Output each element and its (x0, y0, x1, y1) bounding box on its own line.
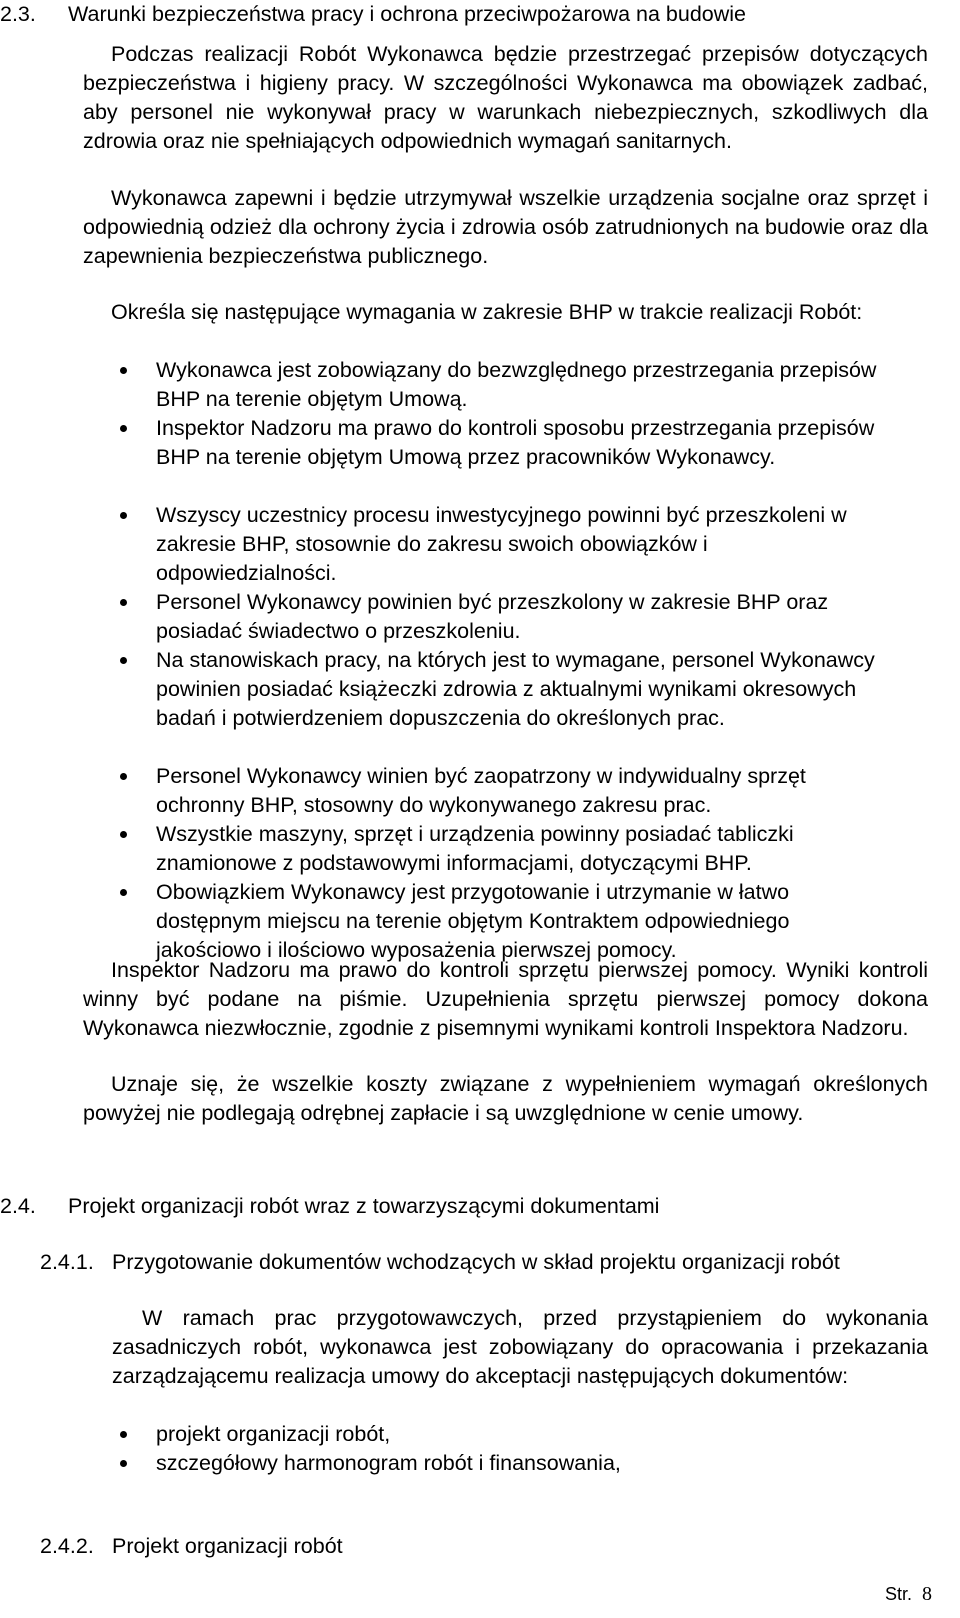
list-item-text: Na stanowiskach pracy, na których jest to wymagane, personel Wykonawcy powinien posiadać książeczki zdrowia z aktualnymi wynikami okresowych badań i potwierdzeniem dopuszczenia do określonych prac. (156, 648, 875, 730)
documents-list (120, 1420, 890, 1478)
list-item-text: szczegółowy harmonogram robót i finansowania, (156, 1451, 621, 1475)
paragraph-first-aid-control: Inspektor Nadzoru ma prawo do kontroli sprzętu pierwszej pomocy. Wyniki kontroli winny być podane na piśmie. Uzupełnienia sprzętu pierwszej pomocy dokona Wykonawca niezwłocznie, zgodnie z pisemnymi wynikami kontroli Inspektora Nadzoru. (83, 958, 928, 1040)
list-item (120, 1420, 890, 1449)
list-item (120, 501, 890, 588)
paragraph-preparatory-works: W ramach prac przygotowawczych, przed przystąpieniem do wykonania zasadniczych robót, wykonawca jest zobowiązany do opracowania i przekazania zarządzającemu realizacja umowy do akceptacji następujących dokumentów: (112, 1306, 928, 1388)
paragraph-intro: Podczas realizacji Robót Wykonawca będzie przestrzegać przepisów dotyczących bezpieczeństwa i higieny pracy. W szczególności Wykonawca ma obowiązek zadbać, aby personel nie wykonywał pracy w warunkach niebezpiecznych, szkodliwych dla zdrowia oraz nie spełniających odpowiednich wymagań sanitarnych. (83, 42, 928, 153)
bhp-requirements-list (120, 356, 890, 965)
list-item-text: Wszyscy uczestnicy procesu inwestycyjnego powinni być przeszkoleni w zakresie BHP, stosownie do zakresu swoich obowiązków i odpowiedzialności. (156, 503, 847, 585)
subsection-number: 2.4.1. (40, 1250, 94, 1274)
section-title: Projekt organizacji robót wraz z towarzyszącymi dokumentami (68, 1194, 660, 1218)
list-item (120, 414, 890, 501)
list-item-text: Wykonawca jest zobowiązany do bezwzględnego przestrzegania przepisów BHP na terenie objętym Umową. (156, 358, 877, 411)
subsection-title: Przygotowanie dokumentów wchodzących w skład projektu organizacji robót (112, 1250, 840, 1274)
bullet-icon (120, 367, 127, 374)
list-item (120, 878, 890, 965)
section-number: 2.4. (0, 1194, 36, 1218)
page-label: Str. (884, 1584, 912, 1604)
list-item-text: projekt organizacji robót, (156, 1422, 391, 1446)
subsection-title: Projekt organizacji robót (112, 1534, 343, 1558)
section-title: Warunki bezpieczeństwa pracy i ochrona przeciwpożarowa na budowie (68, 2, 746, 26)
page-number: 8 (922, 1583, 932, 1605)
list-item-text: Personel Wykonawcy winien być zaopatrzony w indywidualny sprzęt ochronny BHP, stosowny do wykonywanego zakresu prac. (156, 764, 806, 817)
list-item (120, 588, 890, 646)
bullet-icon (120, 657, 127, 664)
bullet-icon (120, 773, 127, 780)
list-item (120, 646, 890, 762)
section-number: 2.3. (0, 2, 36, 26)
list-item (120, 1449, 890, 1478)
list-item-text: Inspektor Nadzoru ma prawo do kontroli sposobu przestrzegania przepisów BHP na terenie objętym Umową przez pracowników Wykonawcy. (156, 416, 875, 469)
bullet-icon (120, 512, 127, 519)
bullet-icon (120, 831, 127, 838)
list-item (120, 356, 890, 414)
list-item (120, 820, 890, 878)
bullet-icon (120, 599, 127, 606)
paragraph-equipment: Wykonawca zapewni i będzie utrzymywał wszelkie urządzenia socjalne oraz sprzęt i odpowiednią odzież dla ochrony życia i zdrowia osób zatrudnionych na budowie oraz dla zapewnienia bezpieczeństwa publicznego. (83, 186, 928, 268)
paragraph-costs: Uznaje się, że wszelkie koszty związane z wypełnieniem wymagań określonych powyżej nie podlegają odrębnej zapłacie i są uwzględnione w cenie umowy. (83, 1072, 928, 1125)
paragraph-bhp-requirements: Określa się następujące wymagania w zakresie BHP w trakcie realizacji Robót: (111, 300, 863, 324)
bullet-icon (120, 1460, 127, 1467)
list-item (120, 762, 890, 820)
bullet-icon (120, 889, 127, 896)
bullet-icon (120, 1431, 127, 1438)
subsection-number: 2.4.2. (40, 1534, 94, 1558)
list-item-text: Wszystkie maszyny, sprzęt i urządzenia powinny posiadać tabliczki znamionowe z podstawowymi informacjami, dotyczącymi BHP. (156, 822, 794, 875)
list-item-text: Personel Wykonawcy powinien być przeszkolony w zakresie BHP oraz posiadać świadectwo o przeszkoleniu. (156, 590, 829, 643)
page-footer (885, 1580, 932, 1609)
bullet-icon (120, 425, 127, 432)
list-item-text: Obowiązkiem Wykonawcy jest przygotowanie i utrzymanie w łatwo dostępnym miejscu na terenie objętym Kontraktem odpowiedniego jakościowo i ilościowo wyposażenia pierwszej pomocy. (156, 880, 790, 962)
